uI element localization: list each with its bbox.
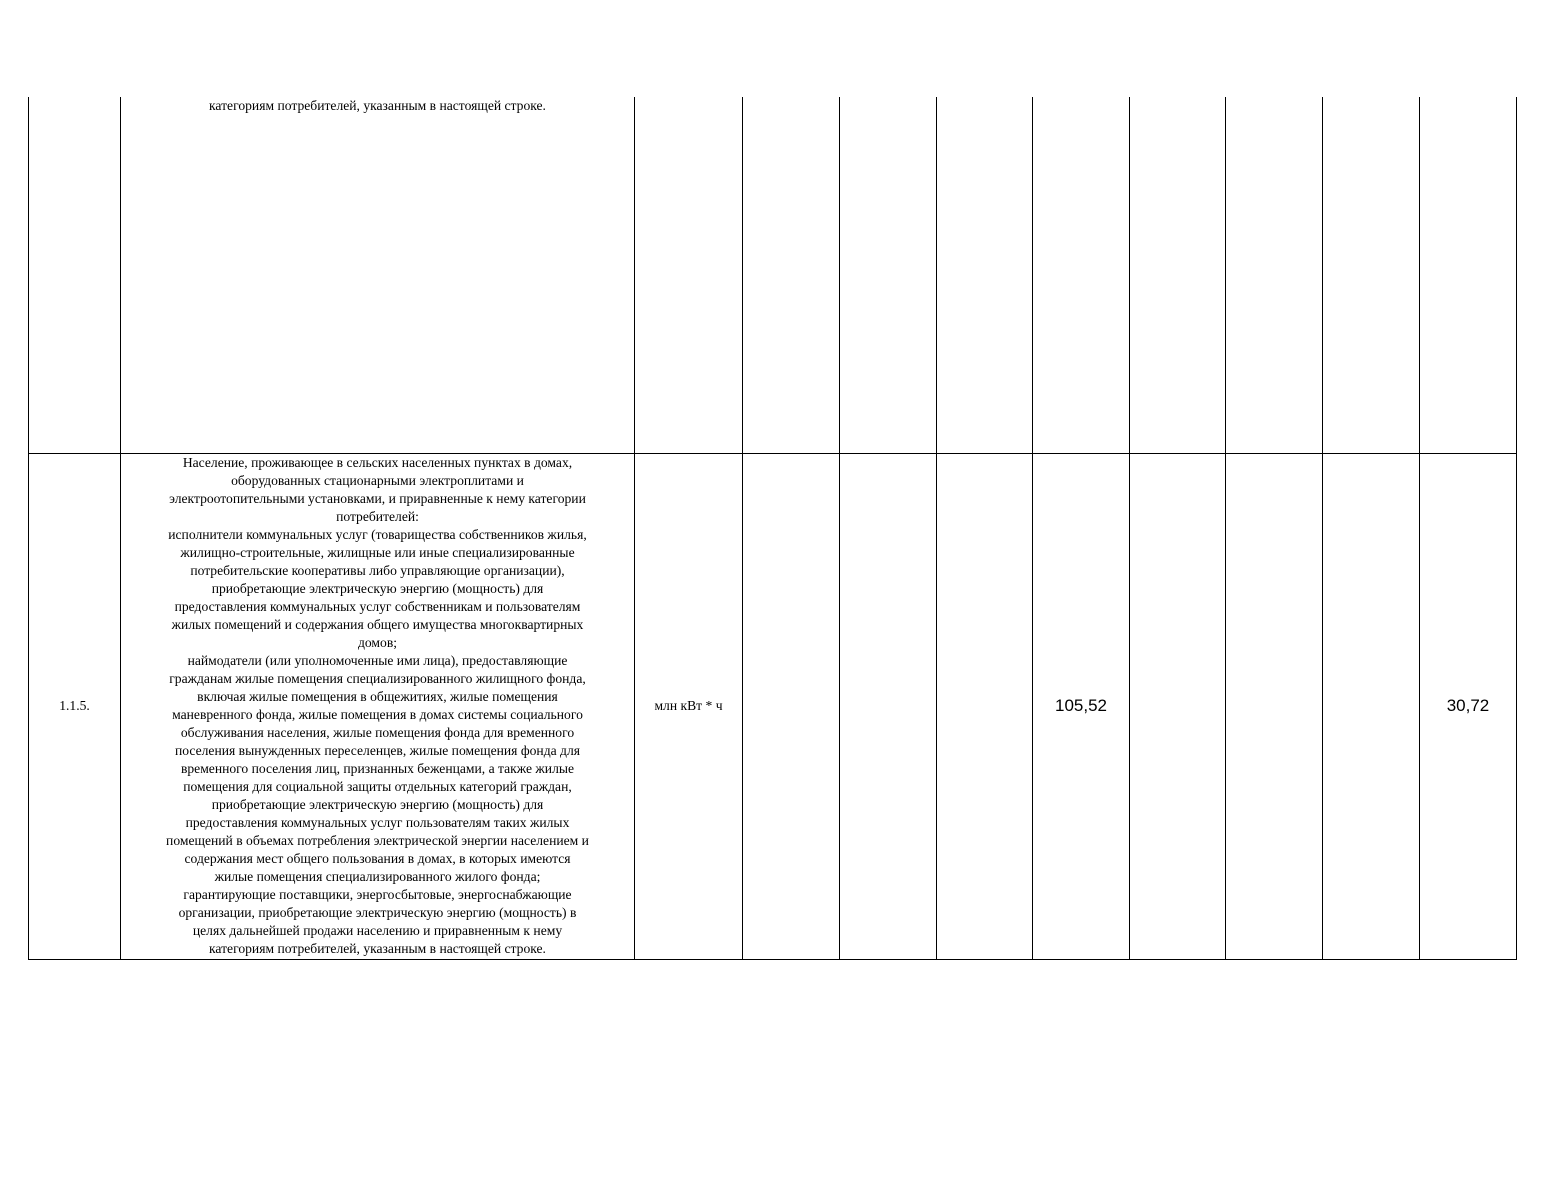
description-line: временного поселения лиц, признанных беженцами, а также жилые: [180, 761, 575, 776]
description-line: жилищно-строительные, жилищные или иные специализированные: [180, 545, 575, 560]
value-cell: [1226, 453, 1323, 959]
value-cell: [1323, 97, 1420, 453]
table-row-continuation: [29, 97, 1517, 453]
description-line: обслуживания населения, жилые помещения фонда для временного: [180, 725, 575, 740]
value-cell: [743, 453, 840, 959]
value-cell: [840, 97, 937, 453]
description-line: маневренного фонда, жилые помещения в домах системы социального: [172, 707, 583, 722]
description-line: поселения вынужденных переселенцев, жилые помещения фонда для: [175, 743, 580, 758]
description-line: исполнители коммунальных услуг (товарищества собственников жилья,: [168, 527, 587, 542]
description-line: содержания мест общего пользования в домах, в которых имеются: [184, 851, 571, 866]
row-unit-cell: млн кВт * ч: [635, 453, 743, 959]
description-line: Население, проживающее в сельских населенных пунктах в домах,: [182, 455, 573, 470]
row-description-cell: [121, 453, 635, 959]
description-line: категориям потребителей, указанным в настоящей строке.: [209, 98, 546, 113]
description-line: помещений в объемах потребления электрической энергии населением и: [166, 833, 589, 848]
document-page: [28, 97, 1516, 960]
description-line: приобретающие электрическую энергию (мощность) для: [211, 581, 544, 596]
description-line: категориям потребителей, указанным в настоящей строке.: [209, 941, 546, 956]
description-line: организации, приобретающие электрическую энергию (мощность) в: [178, 905, 577, 920]
description-line: гарантирующие поставщики, энергосбытовые, энергоснабжающие: [183, 887, 572, 902]
value-cell: [743, 97, 840, 453]
description-line: домов;: [357, 635, 398, 650]
value-cell: 30,72: [1420, 453, 1517, 959]
description-line: жилых помещений и содержания общего имущества многоквартирных: [171, 617, 584, 632]
description-line: приобретающие электрическую энергию (мощность) для: [211, 797, 544, 812]
value-cell: [840, 453, 937, 959]
value-cell: [1323, 453, 1420, 959]
value-cell: [1130, 453, 1226, 959]
table-row-1-1-5: [29, 453, 1517, 959]
value-cell: [1130, 97, 1226, 453]
value-cell: 105,52: [1033, 453, 1130, 959]
tariff-table: [28, 97, 1517, 960]
value-cell: [1226, 97, 1323, 453]
value-cell: [937, 97, 1033, 453]
description-line: наймодатели (или уполномоченные ими лица), предоставляющие: [187, 653, 568, 668]
description-line: предоставления коммунальных услуг пользователям таких жилых: [185, 815, 570, 830]
row-code-cell: 1.1.5.: [29, 453, 121, 959]
description-line: оборудованных стационарными электроплитами и: [231, 473, 524, 488]
value-cell: [1033, 97, 1130, 453]
description-line: целях дальнейшей продажи населению и приравненным к нему: [192, 923, 563, 938]
description-line: потребительские кооперативы либо управляющие организации),: [190, 563, 565, 578]
row-unit-cell: [635, 97, 743, 453]
value-cell: [937, 453, 1033, 959]
value-cell: [1420, 97, 1517, 453]
description-line: потребителей:: [336, 509, 419, 524]
row-description-cell: [121, 97, 635, 453]
description-line: гражданам жилые помещения специализированного жилищного фонда,: [169, 671, 586, 686]
description-line: предоставления коммунальных услуг собственникам и пользователям: [174, 599, 581, 614]
description-line: жилые помещения специализированного жилого фонда;: [214, 869, 541, 884]
description-line: электроотопительными установками, и приравненные к нему категории: [169, 491, 586, 506]
description-line: помещения для социальной защиты отдельных категорий граждан,: [183, 779, 572, 794]
row-code-cell: [29, 97, 121, 453]
description-line: включая жилые помещения в общежитиях, жилые помещения: [197, 689, 558, 704]
